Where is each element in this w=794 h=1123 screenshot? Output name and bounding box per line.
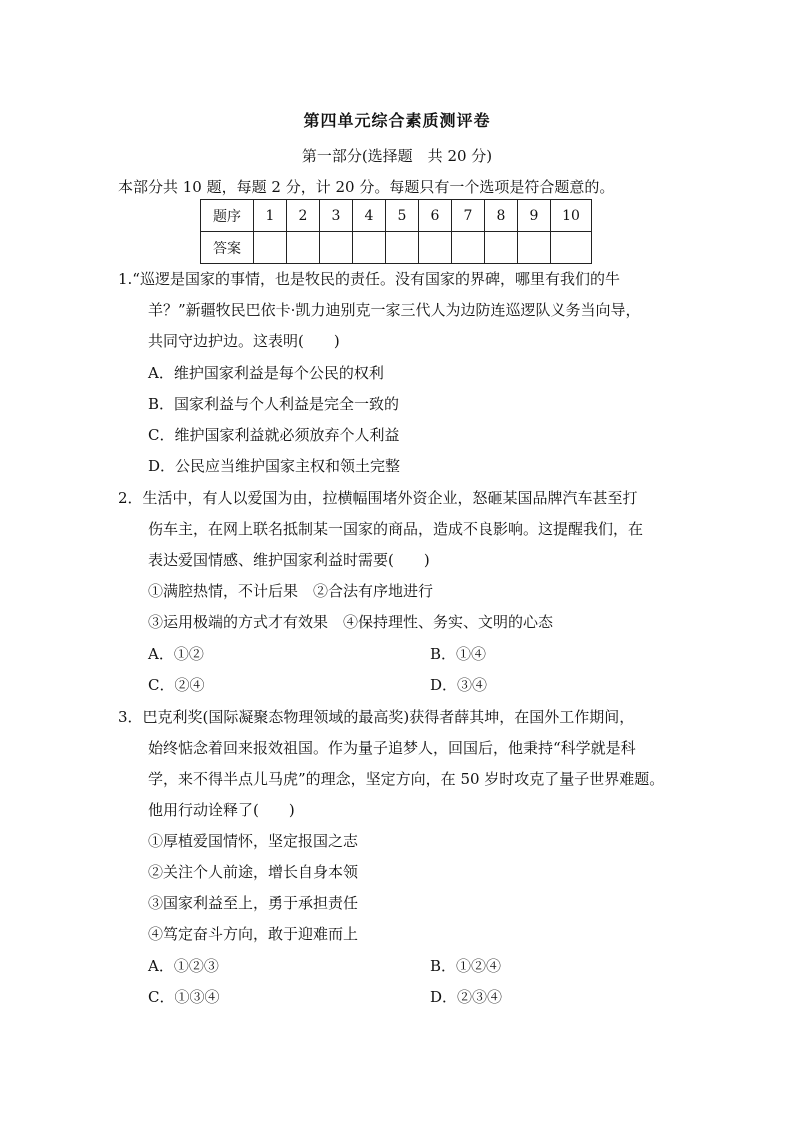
answer-table	[200, 199, 592, 264]
answer-cell	[551, 232, 592, 264]
answer-table-answer-row	[201, 232, 592, 264]
question-2-statement: ①满腔热情，不计后果 ②合法有序地进行	[148, 582, 434, 600]
question-2-option-b: B．①④	[430, 645, 487, 663]
question-3-option-c: C．①③④	[148, 988, 220, 1006]
answer-table-row2-label: 答案	[201, 232, 254, 264]
answer-cell	[485, 232, 518, 264]
question-3-stem-line: 他用行动诠释了( )	[148, 801, 295, 819]
question-2-stem-line: 表达爱国情感、维护国家利益时需要( )	[148, 551, 430, 569]
question-1-stem-line: 1.“巡逻是国家的事情，也是牧民的责任。没有国家的界碑，哪里有我们的牛	[118, 270, 620, 288]
question-3-stem-line: 始终惦念着回来报效祖国。作为量子追梦人，回国后，他秉持“科学就是科	[148, 739, 636, 757]
answer-table-row1-label: 题序	[201, 200, 254, 232]
answer-table-number: 7	[452, 200, 485, 232]
question-3-statement: ④笃定奋斗方向，敢于迎难而上	[148, 925, 359, 943]
question-3-option-a: A．①②③	[148, 957, 219, 975]
answer-table-number: 3	[320, 200, 353, 232]
question-1-option-d: D．公民应当维护国家主权和领土完整	[148, 457, 401, 475]
question-3-statement: ①厚植爱国情怀，坚定报国之志	[148, 832, 359, 850]
question-2-stem-line: 2．生活中，有人以爱国为由，拉横幅围堵外资企业，怒砸某国品牌汽车甚至打	[118, 489, 638, 507]
question-3-option-d: D．②③④	[430, 988, 503, 1006]
answer-cell	[518, 232, 551, 264]
question-1-option-b: B．国家利益与个人利益是完全一致的	[148, 395, 400, 413]
question-1-option-c: C．维护国家利益就必须放弃个人利益	[148, 426, 400, 444]
question-2-option-d: D．③④	[430, 676, 488, 694]
answer-table-number: 8	[485, 200, 518, 232]
answer-table-number: 6	[419, 200, 452, 232]
page-title: 第四单元综合素质测评卷	[303, 111, 491, 130]
answer-cell	[452, 232, 485, 264]
section-subtitle: 第一部分(选择题 共 20 分)	[301, 147, 493, 165]
answer-table-number-row	[201, 200, 592, 232]
question-1-stem-line: 羊？”新疆牧民巴依卡·凯力迪别克一家三代人为边防连巡逻队义务当向导，	[148, 301, 641, 319]
question-3-statement: ③国家利益至上，勇于承担责任	[148, 894, 359, 912]
answer-table-number: 2	[287, 200, 320, 232]
answer-table-number: 9	[518, 200, 551, 232]
question-3-stem-line: 3．巴克利奖(国际凝聚态物理领域的最高奖)获得者薛其坤，在国外工作期间，	[118, 708, 635, 726]
answer-table-number: 10	[551, 200, 592, 232]
answer-cell	[320, 232, 353, 264]
answer-cell	[254, 232, 287, 264]
answer-table-number: 1	[254, 200, 287, 232]
question-2-statement: ③运用极端的方式才有效果 ④保持理性、务实、文明的心态	[148, 613, 554, 631]
question-3-option-b: B．①②④	[430, 957, 502, 975]
question-2-stem-line: 伤车主，在网上联名抵制某一国家的商品，造成不良影响。这提醒我们，在	[148, 520, 644, 538]
answer-cell	[287, 232, 320, 264]
section-instructions: 本部分共 10 题，每题 2 分，计 20 分。每题只有一个选项是符合题意的。	[118, 178, 615, 196]
answer-cell	[419, 232, 452, 264]
answer-table-number: 4	[353, 200, 386, 232]
question-3-stem-line: 学，来不得半点儿马虎”的理念，坚定方向，在 50 岁时攻克了量子世界难题。	[148, 770, 665, 788]
answer-cell	[386, 232, 419, 264]
answer-table-number: 5	[386, 200, 419, 232]
question-1-stem-line: 共同守边护边。这表明( )	[148, 332, 340, 350]
question-2-option-a: A．①②	[148, 645, 204, 663]
question-2-option-c: C．②④	[148, 676, 205, 694]
answer-cell	[353, 232, 386, 264]
question-3-statement: ②关注个人前途，增长自身本领	[148, 863, 359, 881]
question-1-option-a: A．维护国家利益是每个公民的权利	[148, 364, 384, 382]
